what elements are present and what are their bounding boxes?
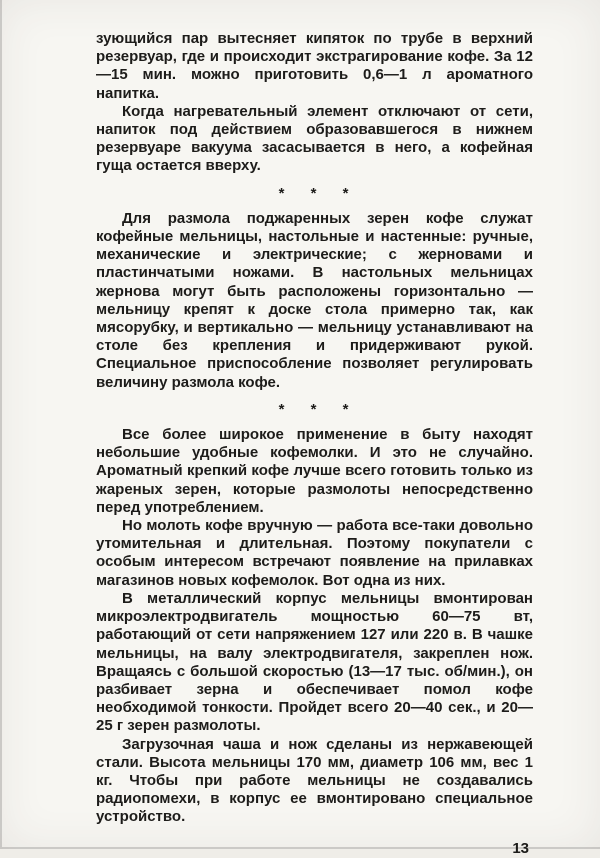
- paragraph: Загрузочная чаша и нож сделаны из нержавеющей стали. Высота мельницы 170 мм, диаметр 106 мм, вес 1 кг. Чтобы при работе мельницы не создавались радиопомехи, в корпус ее вмонтировано специальное устройство.: [96, 735, 533, 826]
- paragraph: Но молоть кофе вручную — работа все-таки довольно утомительная и длительная. Поэтому покупатели с особым интересом встречают появление на прилавках магазинов новых кофемолок. Вот одна из них.: [96, 517, 533, 589]
- paragraph: Все более широкое применение в быту находят небольшие удобные кофемолки. И это не случайно. Ароматный крепкий кофе лучше всего готовить только из жареных зерен, которые размолоты непосредственно перед употреблением.: [96, 426, 533, 516]
- section-separator: * * *: [278, 400, 351, 418]
- text-column: [96, 30, 533, 858]
- paragraph: Для размола поджаренных зерен кофе служат кофейные мельницы, настольные и настенные: ручные, механические и электрические; с жерновами и пластинчатыми ножами. В настольных мельницах жернова могут быть расположены горизонтально — мельницу крепят к доске стола примерно так, как мясорубку, и вертикально — мельницу устанавливают на столе без крепления и придерживают рукой. Специальное приспособление позволяет регулировать величину размола кофе.: [96, 209, 533, 391]
- paragraph-continuation: зующийся пар вытесняет кипяток по трубе в верхний резервуар, где и происходит экстрагирование кофе. За 12—15 мин. можно приготовить 0,6—1 л ароматного напитка.: [96, 30, 533, 102]
- paragraph: Когда нагревательный элемент отключают от сети, напиток под действием образовавшегося в нижнем резервуаре вакуума засасывается в него, а кофейная гуща остается вверху.: [96, 102, 533, 175]
- page-number: 13: [512, 839, 529, 857]
- paragraph: В металлический корпус мельницы вмонтирован микроэлектродвигатель мощностью 60—75 вт, работающий от сети напряжением 127 или 220 в. В чашке мельницы, на валу электродвигателя, закреплен нож. Вращаясь с большой скоростью (13—17 тыс. об/мин.), он разбивает зерна и обеспечивает помол кофе необходимой тонкости. Пройдет всего 20—40 сек., и 20—25 г зерен размолоты.: [96, 589, 533, 735]
- section-separator: * * *: [278, 184, 351, 202]
